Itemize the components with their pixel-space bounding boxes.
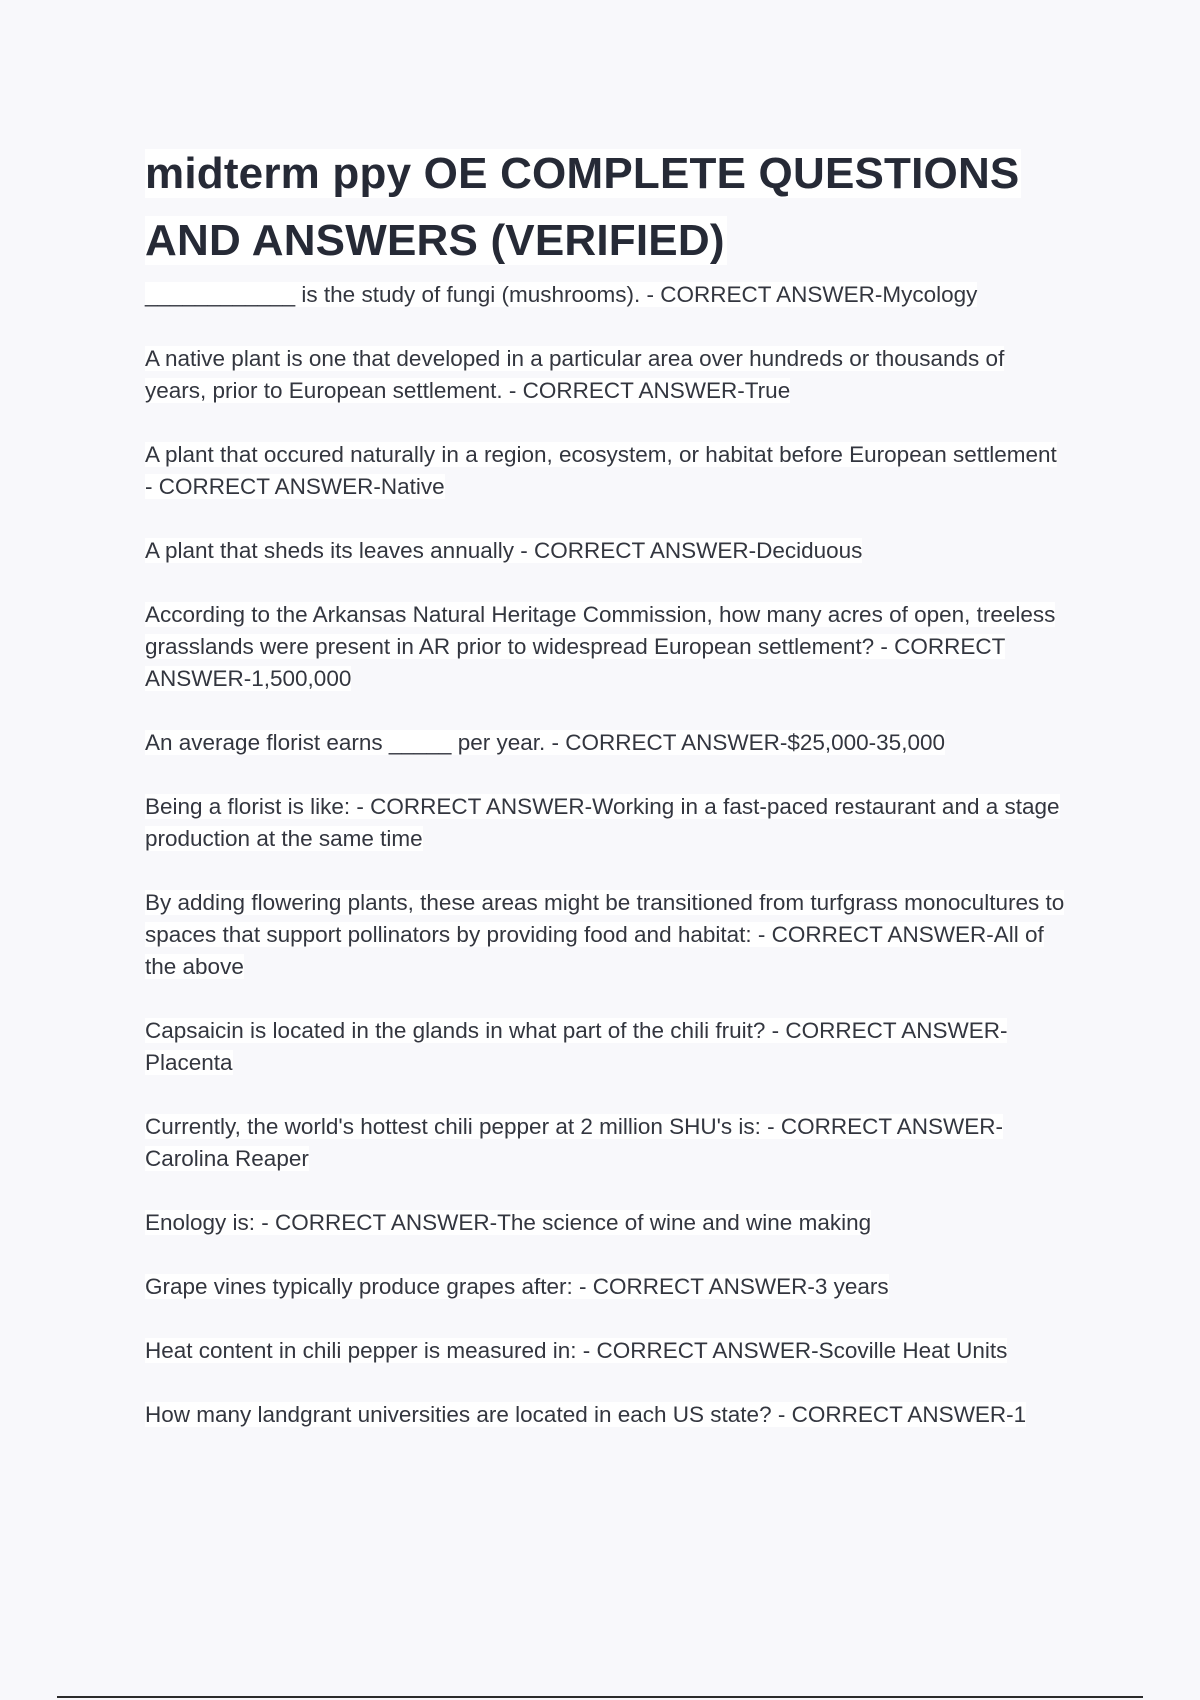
qa-item [145, 1015, 1065, 1079]
qa-list [145, 279, 1065, 1431]
qa-text: An average florist earns _____ per year. - CORRECT ANSWER-$25,000-35,000 [145, 730, 945, 755]
qa-text: How many landgrant universities are located in each US state? - CORRECT ANSWER-1 [145, 1402, 1027, 1427]
qa-text: By adding flowering plants, these areas might be transitioned from turfgrass monocultures to spaces that support pollinators by providing food and habitat: - CORRECT ANSWER-All of the above [145, 890, 1065, 979]
qa-text: Grape vines typically produce grapes after: - CORRECT ANSWER-3 years [145, 1274, 889, 1299]
document-title-text: midterm ppy OE COMPLETE QUESTIONS AND ANSWERS (VERIFIED) [145, 149, 1020, 265]
qa-text: According to the Arkansas Natural Heritage Commission, how many acres of open, treeless grasslands were present in AR prior to widespread European settlement? - CORRECT ANSWER-1,500,000 [145, 602, 1056, 691]
qa-text: A native plant is one that developed in a particular area over hundreds or thousands of years, prior to European settlement. - CORRECT ANSWER-True [145, 346, 1005, 403]
qa-item [145, 1335, 1065, 1367]
qa-item [145, 727, 1065, 759]
document-content [145, 140, 1065, 1463]
qa-text: Being a florist is like: - CORRECT ANSWER-Working in a fast-paced restaurant and a stage production at the same time [145, 794, 1060, 851]
qa-text: A plant that occured naturally in a region, ecosystem, or habitat before European settlement - CORRECT ANSWER-Native [145, 442, 1057, 499]
qa-item [145, 1207, 1065, 1239]
qa-item [145, 535, 1065, 567]
document-title [145, 140, 1065, 274]
qa-text: ____________ is the study of fungi (mushrooms). - CORRECT ANSWER-Mycology [145, 282, 978, 307]
qa-text: Currently, the world's hottest chili pepper at 2 million SHU's is: - CORRECT ANSWER-Carolina Reaper [145, 1114, 1004, 1171]
qa-item [145, 439, 1065, 503]
qa-item [145, 791, 1065, 855]
qa-item [145, 887, 1065, 983]
qa-item [145, 1271, 1065, 1303]
qa-text: Heat content in chili pepper is measured in: - CORRECT ANSWER-Scoville Heat Units [145, 1338, 1008, 1363]
page-bottom-rule [57, 1696, 1143, 1698]
qa-text: Capsaicin is located in the glands in what part of the chili fruit? - CORRECT ANSWER-Placenta [145, 1018, 1008, 1075]
qa-item [145, 599, 1065, 695]
qa-text: A plant that sheds its leaves annually - CORRECT ANSWER-Deciduous [145, 538, 863, 563]
qa-item [145, 279, 1065, 311]
qa-item [145, 1399, 1065, 1431]
qa-text: Enology is: - CORRECT ANSWER-The science of wine and wine making [145, 1210, 872, 1235]
qa-item [145, 343, 1065, 407]
qa-item [145, 1111, 1065, 1175]
